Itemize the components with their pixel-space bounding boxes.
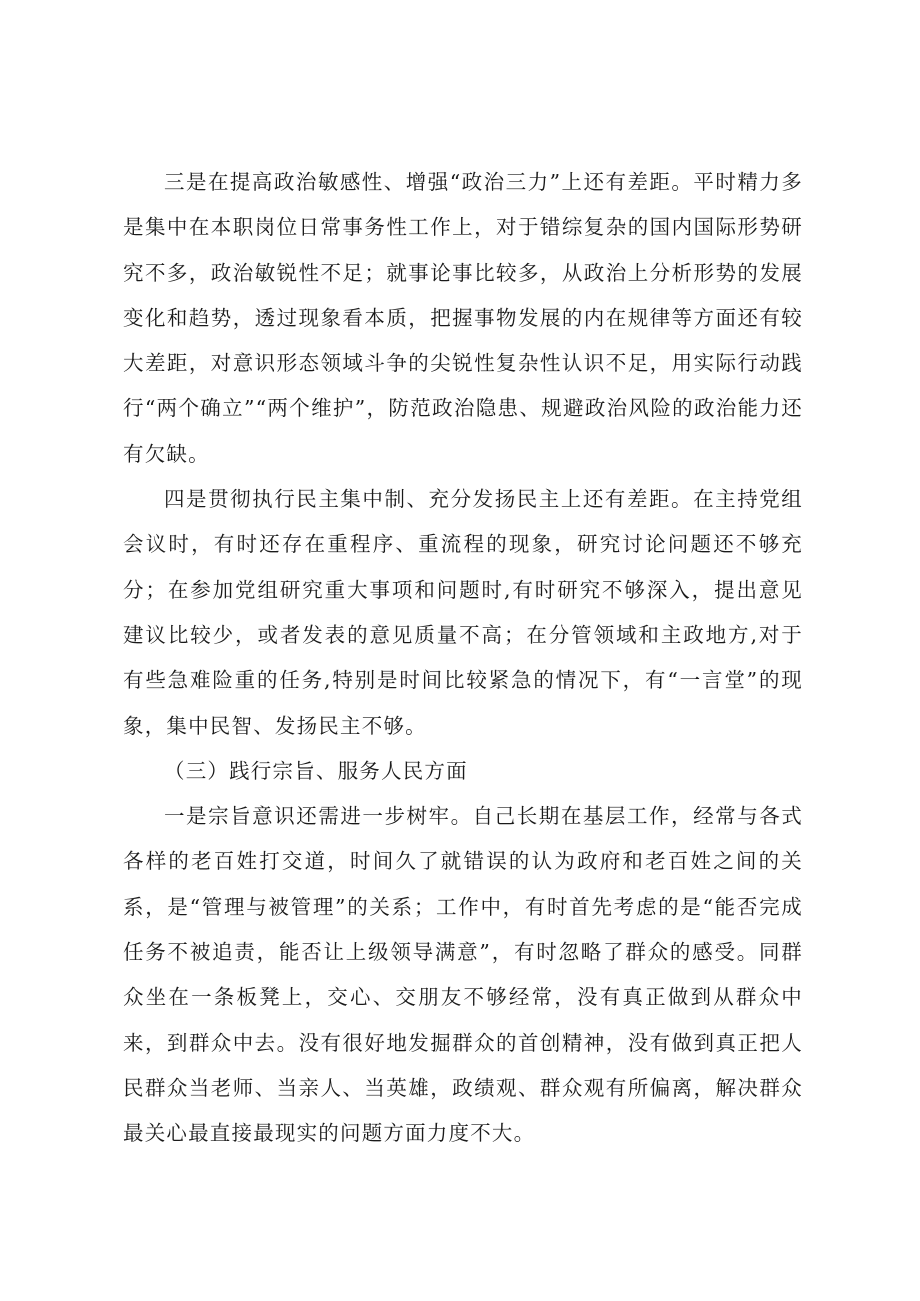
paragraph-purpose-awareness: 一是宗旨意识还需进一步树牢。自己长期在基层工作，经常与各式各样的老百姓打交道，时间久了就错误的认为政府和老百姓之间的关系，是“管理与被管理”的关系；工作中，有时首先考虑的是“能否完成任务不被追责，能否让上级领导满意”，有时忽略了群众的感受。同群众坐在一条板凳上，交心、交朋友不够经常，没有真正做到从群众中来，到群众中去。没有很好地发掘群众的首创精神，没有做到真正把人民群众当老师、当亲人、当英雄，政绩观、群众观有所偏离，解决群众最关心最直接最现实的问题方面力度不大。 [123, 804, 803, 1146]
paragraph-democratic-centralism: 四是贯彻执行民主集中制、充分发扬民主上还有差距。在主持党组会议时，有时还存在重程序、重流程的现象，研究讨论问题还不够充分；在参加党组研究重大事项和问题时,有时研究不够深入，提出意见建议比较少，或者发表的意见质量不高；在分管领域和主政地方,对于有些急难险重的任务,特别是时间比较紧急的情况下，有“一言堂”的现象，集中民智、发扬民主不够。 [123, 487, 803, 738]
paragraph-political-sensitivity: 三是在提高政治敏感性、增强“政治三力”上还有差距。平时精力多是集中在本职岗位日常事务性工作上，对于错综复杂的国内国际形势研究不多，政治敏锐性不足；就事论事比较多，从政治上分析形势的发展变化和趋势，透过现象看本质，把握事物发展的内在规律等方面还有较大差距，对意识形态领域斗争的尖锐性复杂性认识不足，用实际行动践行“两个确立”“两个维护”，防范政治隐患、规避政治风险的政治能力还有欠缺。 [123, 170, 803, 466]
section-heading-serving-people: （三）践行宗旨、服务人民方面 [164, 758, 468, 783]
document-body [123, 160, 803, 1157]
